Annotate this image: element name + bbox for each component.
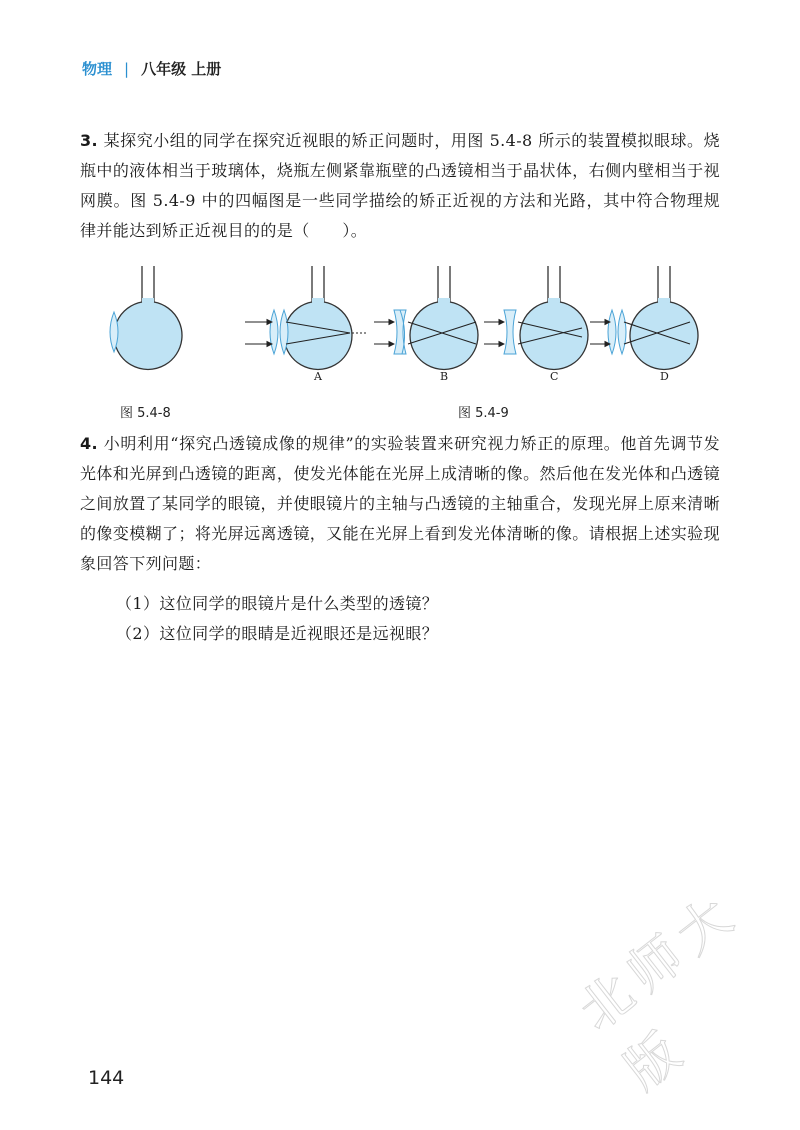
option-label-a: A (314, 370, 322, 383)
question-3-number: 3. (80, 131, 99, 150)
lens-figures (90, 262, 710, 392)
figure-caption-5-4-8: 图 5.4-8 (120, 406, 171, 421)
publisher-watermark: 北师大版 (568, 880, 752, 1102)
page-number: 144 (88, 1067, 125, 1089)
question-4-number: 4. (80, 434, 99, 453)
question-4-text: 小明利用“探究凸透镜成像的规律”的实验装置来研究视力矫正的原理。他首先调节发光体和光屏到凸透镜的距离，使发光体能在光屏上成清晰的像。然后他在发光体和凸透镜之间放置了某同学的眼镜，并使眼镜片的主轴与凸透镜的主轴重合，发现光屏上原来清晰的像变模糊了；将光屏远离透镜，又能在光屏上看到发光体清晰的像。请根据上述实验现象回答下列问题： (80, 434, 720, 573)
option-d-diagram (590, 266, 698, 383)
option-label-b: B (440, 370, 449, 383)
option-c-diagram (484, 266, 588, 383)
question-4-sub-2: （2）这位同学的眼睛是近视眼还是远视眼？ (116, 624, 439, 643)
option-a-diagram (245, 266, 368, 383)
header-separator: | (124, 59, 130, 78)
question-3 (80, 126, 720, 246)
figure-caption-5-4-9: 图 5.4-9 (458, 406, 509, 421)
question-3-text: 某探究小组的同学在探究近视眼的矫正问题时，用图 5.4-8 所示的装置模拟眼球。烧瓶中的液体相当于玻璃体，烧瓶左侧紧靠瓶壁的凸透镜相当于晶状体，右侧内壁相当于视网膜。图 5.4-9 中的四幅图是一些同学描绘的矫正近视的方法和光路，其中符合物理规律并能达到矫正近视目的的是（ ）。 (80, 131, 720, 240)
option-b-diagram (374, 266, 478, 383)
header-grade: 八年级 上册 (141, 60, 222, 78)
flask-diagram-5-4-8 (110, 266, 182, 369)
header-subject: 物理 (82, 60, 113, 78)
option-label-d: D (660, 370, 669, 383)
question-4 (80, 429, 720, 579)
question-4-sub-1: （1）这位同学的眼镜片是什么类型的透镜？ (116, 594, 439, 613)
running-header (82, 58, 221, 79)
option-label-c: C (550, 370, 559, 383)
